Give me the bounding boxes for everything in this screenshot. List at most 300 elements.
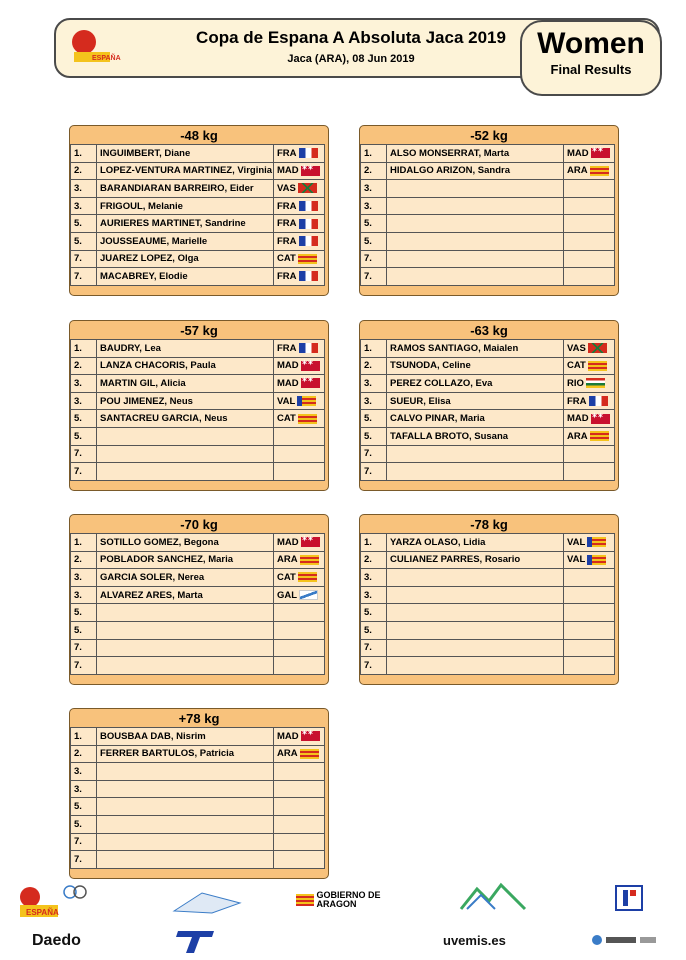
- team-code: FRA: [567, 395, 587, 407]
- team-cell: [564, 657, 615, 675]
- athlete-name: [97, 463, 274, 481]
- athlete-name: SOTILLO GOMEZ, Begona: [97, 534, 274, 552]
- rank-cell: 7.: [71, 639, 97, 657]
- team-cell: [274, 375, 325, 393]
- valencia-flag-icon: [587, 555, 606, 565]
- table-row: [71, 604, 325, 622]
- table-row: [361, 445, 615, 463]
- athlete-name: [387, 250, 564, 268]
- table-row: [71, 162, 325, 180]
- galicia-flag-icon: [299, 590, 318, 600]
- table-row: [71, 569, 325, 587]
- madrid-flag-icon: [591, 148, 610, 158]
- athlete-name: MARTIN GIL, Alicia: [97, 375, 274, 393]
- team-cell: [274, 232, 325, 250]
- team-cell: [564, 463, 615, 481]
- table-row: [71, 410, 325, 428]
- rank-cell: 7.: [71, 657, 97, 675]
- athlete-name: RAMOS SANTIAGO, Maialen: [387, 340, 564, 358]
- rank-cell: 2.: [361, 551, 387, 569]
- rank-cell: 5.: [71, 604, 97, 622]
- catalonia-flag-icon: [298, 572, 317, 582]
- france-flag-icon: [589, 396, 608, 406]
- rank-cell: 1.: [71, 145, 97, 163]
- aragon-flag-icon: [590, 431, 609, 441]
- rank-cell: 7.: [361, 250, 387, 268]
- rank-cell: 3.: [71, 569, 97, 587]
- athlete-name: AURIERES MARTINET, Sandrine: [97, 215, 274, 233]
- table-row: [361, 586, 615, 604]
- rank-cell: 5.: [71, 621, 97, 639]
- athlete-name: [387, 445, 564, 463]
- athlete-name: [387, 604, 564, 622]
- athlete-name: JOUSSEAUME, Marielle: [97, 232, 274, 250]
- athlete-name: POBLADOR SANCHEZ, Maria: [97, 551, 274, 569]
- table-row: [71, 268, 325, 286]
- weight-category-box: [69, 320, 329, 491]
- rank-cell: 7.: [361, 268, 387, 286]
- daedo-logo: Daedo: [32, 932, 81, 949]
- rank-cell: 7.: [71, 463, 97, 481]
- rank-cell: 7.: [71, 268, 97, 286]
- rank-cell: 1.: [361, 534, 387, 552]
- athlete-name: [97, 427, 274, 445]
- rank-cell: 7.: [71, 250, 97, 268]
- weight-category-box: [69, 708, 329, 879]
- team-cell: [274, 815, 325, 833]
- team-cell: [564, 410, 615, 428]
- athlete-name: BAUDRY, Lea: [97, 340, 274, 358]
- weight-category-title: -63 kg: [470, 323, 508, 338]
- results-table: [70, 339, 325, 481]
- team-code: VAS: [567, 342, 586, 354]
- table-row: [361, 657, 615, 675]
- rank-cell: 5.: [71, 427, 97, 445]
- team-cell: [274, 604, 325, 622]
- athlete-name: [97, 833, 274, 851]
- team-code: MAD: [277, 536, 299, 548]
- table-row: [71, 250, 325, 268]
- athlete-name: TSUNODA, Celine: [387, 357, 564, 375]
- athlete-name: [97, 604, 274, 622]
- team-cell: [564, 569, 615, 587]
- rank-cell: 7.: [361, 639, 387, 657]
- table-row: [71, 745, 325, 763]
- team-cell: [274, 463, 325, 481]
- weight-category-title: -48 kg: [180, 128, 218, 143]
- athlete-name: [387, 657, 564, 675]
- team-code: MAD: [567, 147, 589, 159]
- athlete-name: MACABREY, Elodie: [97, 268, 274, 286]
- rank-cell: 2.: [361, 357, 387, 375]
- table-row: [361, 340, 615, 358]
- athlete-name: [387, 639, 564, 657]
- table-row: [71, 551, 325, 569]
- uvemis-logo: uvemis.es: [443, 933, 506, 948]
- aragon-flag-icon: [590, 166, 609, 176]
- athlete-name: INGUIMBERT, Diane: [97, 145, 274, 163]
- rank-cell: 2.: [71, 162, 97, 180]
- rank-cell: 1.: [361, 145, 387, 163]
- team-cell: [274, 745, 325, 763]
- france-flag-icon: [299, 271, 318, 281]
- catalonia-flag-icon: [588, 361, 607, 371]
- madrid-flag-icon: [301, 378, 320, 388]
- rank-cell: 7.: [361, 657, 387, 675]
- madrid-flag-icon: [301, 537, 320, 547]
- table-row: [361, 215, 615, 233]
- rank-cell: 5.: [361, 410, 387, 428]
- team-cell: [564, 340, 615, 358]
- table-row: [361, 534, 615, 552]
- catalonia-flag-icon: [298, 414, 317, 424]
- team-code: VAL: [277, 395, 296, 407]
- rank-cell: 5.: [361, 621, 387, 639]
- basque-flag-icon: [588, 343, 607, 353]
- team-cell: [274, 833, 325, 851]
- team-cell: [564, 250, 615, 268]
- team-code: VAL: [567, 536, 586, 548]
- team-code: FRA: [277, 235, 297, 247]
- weight-category-title: -57 kg: [180, 323, 218, 338]
- athlete-name: [97, 851, 274, 869]
- table-row: [361, 180, 615, 198]
- rank-cell: 3.: [71, 197, 97, 215]
- rank-cell: 3.: [71, 375, 97, 393]
- table-row: [361, 621, 615, 639]
- rank-cell: 3.: [361, 180, 387, 198]
- team-code: CAT: [277, 413, 296, 425]
- table-row: [361, 427, 615, 445]
- table-row: [361, 463, 615, 481]
- athlete-name: HIDALGO ARIZON, Sandra: [387, 162, 564, 180]
- team-cell: [274, 728, 325, 746]
- team-cell: [564, 639, 615, 657]
- team-code: CAT: [277, 253, 296, 265]
- athlete-name: CULIANEZ PARRES, Rosario: [387, 551, 564, 569]
- athlete-name: [97, 621, 274, 639]
- france-flag-icon: [299, 343, 318, 353]
- table-row: [361, 357, 615, 375]
- weight-category-title: -78 kg: [470, 517, 508, 532]
- team-cell: [564, 215, 615, 233]
- team-cell: [274, 586, 325, 604]
- team-cell: [564, 357, 615, 375]
- results-table: [360, 533, 615, 675]
- athlete-name: [387, 232, 564, 250]
- rank-cell: 7.: [71, 851, 97, 869]
- team-code: MAD: [277, 730, 299, 742]
- athlete-name: [387, 215, 564, 233]
- team-code: ARA: [567, 430, 588, 442]
- sponsor-small-logo: [590, 933, 660, 952]
- weight-category-box: [359, 125, 619, 296]
- athlete-name: YARZA OLASO, Lidia: [387, 534, 564, 552]
- team-code: GAL: [277, 589, 298, 601]
- team-code: FRA: [277, 218, 297, 230]
- athlete-name: FRIGOUL, Melanie: [97, 197, 274, 215]
- federation-logo: [64, 26, 121, 66]
- team-cell: [564, 145, 615, 163]
- table-row: [71, 180, 325, 198]
- results-table: [70, 533, 325, 675]
- rank-cell: 2.: [71, 357, 97, 375]
- team-cell: [274, 780, 325, 798]
- event-mascot-logo: [172, 887, 242, 920]
- weight-category-title: -70 kg: [180, 517, 218, 532]
- athlete-name: JUAREZ LOPEZ, Olga: [97, 250, 274, 268]
- athlete-name: TAFALLA BROTO, Susana: [387, 427, 564, 445]
- athlete-name: [387, 268, 564, 286]
- team-code: MAD: [277, 377, 299, 389]
- gender-label: Women: [537, 27, 645, 60]
- athlete-name: [97, 763, 274, 781]
- team-code: CAT: [277, 571, 296, 583]
- table-row: [71, 197, 325, 215]
- results-table: [360, 144, 615, 286]
- weight-category-box: [69, 514, 329, 685]
- rank-cell: 3.: [71, 392, 97, 410]
- athlete-name: [387, 569, 564, 587]
- team-code: RIO: [567, 377, 584, 389]
- team-cell: [274, 250, 325, 268]
- aragon-flag-icon: [300, 749, 319, 759]
- athlete-name: POU JIMENEZ, Neus: [97, 392, 274, 410]
- team-cell: [274, 180, 325, 198]
- team-cell: [564, 551, 615, 569]
- team-cell: [274, 162, 325, 180]
- athlete-name: ALSO MONSERRAT, Marta: [387, 145, 564, 163]
- rank-cell: 5.: [361, 604, 387, 622]
- table-row: [361, 569, 615, 587]
- rank-cell: 5.: [361, 232, 387, 250]
- athlete-name: BARANDIARAN BARREIRO, Eider: [97, 180, 274, 198]
- team-cell: [274, 621, 325, 639]
- athlete-name: [387, 463, 564, 481]
- athlete-name: [97, 780, 274, 798]
- rank-cell: 5.: [71, 815, 97, 833]
- team-code: FRA: [277, 270, 297, 282]
- table-row: [71, 815, 325, 833]
- la-rioja-flag-icon: [586, 378, 605, 388]
- france-flag-icon: [299, 236, 318, 246]
- madrid-flag-icon: [301, 731, 320, 741]
- rank-cell: 3.: [361, 197, 387, 215]
- table-row: [71, 763, 325, 781]
- table-row: [361, 145, 615, 163]
- team-cell: [564, 268, 615, 286]
- aragon-flag-icon: [296, 894, 314, 906]
- table-row: [71, 621, 325, 639]
- rank-cell: 3.: [361, 569, 387, 587]
- rank-cell: 3.: [71, 780, 97, 798]
- team-code: ARA: [567, 165, 588, 177]
- rank-cell: 3.: [361, 375, 387, 393]
- aragon-flag-icon: [300, 555, 319, 565]
- team-code: MAD: [567, 413, 589, 425]
- weight-category-box: [69, 125, 329, 296]
- team-code: MAD: [277, 360, 299, 372]
- jaca-pirineos-logo: [455, 881, 531, 920]
- team-cell: [564, 375, 615, 393]
- team-cell: [274, 763, 325, 781]
- team-code: VAS: [277, 182, 296, 194]
- team-code: CAT: [567, 360, 586, 372]
- rank-cell: 2.: [361, 162, 387, 180]
- team-cell: [564, 445, 615, 463]
- table-row: [71, 427, 325, 445]
- team-cell: [274, 551, 325, 569]
- rank-cell: 3.: [71, 763, 97, 781]
- rank-cell: 1.: [71, 728, 97, 746]
- table-row: [361, 551, 615, 569]
- results-table: [70, 727, 325, 869]
- athlete-name: [97, 639, 274, 657]
- team-code: FRA: [277, 147, 297, 159]
- madrid-flag-icon: [301, 166, 320, 176]
- team-code: FRA: [277, 342, 297, 354]
- table-row: [361, 232, 615, 250]
- svg-text:ESPAÑA: ESPAÑA: [26, 908, 59, 917]
- weight-category-box: [359, 320, 619, 491]
- federation-t-logo: [176, 927, 216, 960]
- table-row: [71, 463, 325, 481]
- france-flag-icon: [299, 148, 318, 158]
- weight-category-box: [359, 514, 619, 685]
- table-row: [71, 215, 325, 233]
- athlete-name: ALVAREZ ARES, Marta: [97, 586, 274, 604]
- madrid-flag-icon: [591, 414, 610, 424]
- table-row: [71, 392, 325, 410]
- athlete-name: GARCIA SOLER, Nerea: [97, 569, 274, 587]
- team-cell: [274, 639, 325, 657]
- rank-cell: 5.: [361, 427, 387, 445]
- event-location-date: Jaca (ARA), 08 Jun 2019: [287, 53, 415, 65]
- results-label: Final Results: [550, 62, 632, 77]
- athlete-name: [97, 657, 274, 675]
- table-row: [361, 410, 615, 428]
- rank-cell: 3.: [71, 586, 97, 604]
- table-row: [71, 232, 325, 250]
- rank-cell: 5.: [71, 232, 97, 250]
- team-cell: [274, 268, 325, 286]
- rings-logo: [62, 883, 90, 906]
- team-cell: [274, 215, 325, 233]
- table-row: [71, 780, 325, 798]
- athlete-name: [387, 180, 564, 198]
- france-flag-icon: [299, 201, 318, 211]
- athlete-name: FERRER BARTULOS, Patricia: [97, 745, 274, 763]
- results-table: [70, 144, 325, 286]
- team-cell: [274, 392, 325, 410]
- table-row: [361, 162, 615, 180]
- team-code: FRA: [277, 200, 297, 212]
- table-row: [71, 639, 325, 657]
- athlete-name: LOPEZ-VENTURA MARTINEZ, Virginia: [97, 162, 274, 180]
- athlete-name: SUEUR, Elisa: [387, 392, 564, 410]
- rank-cell: 7.: [361, 463, 387, 481]
- basque-flag-icon: [298, 183, 317, 193]
- team-cell: [564, 180, 615, 198]
- table-row: [71, 798, 325, 816]
- rank-cell: 3.: [361, 586, 387, 604]
- team-cell: [564, 392, 615, 410]
- team-cell: [274, 569, 325, 587]
- athlete-name: PEREZ COLLAZO, Eva: [387, 375, 564, 393]
- rank-cell: 7.: [71, 833, 97, 851]
- valencia-flag-icon: [297, 396, 316, 406]
- table-row: [361, 268, 615, 286]
- table-row: [71, 833, 325, 851]
- table-row: [71, 375, 325, 393]
- rank-cell: 7.: [361, 445, 387, 463]
- rank-cell: 1.: [361, 340, 387, 358]
- team-cell: [564, 197, 615, 215]
- team-cell: [274, 145, 325, 163]
- rank-cell: 1.: [71, 534, 97, 552]
- team-code: ARA: [277, 748, 298, 760]
- table-row: [361, 197, 615, 215]
- team-code: ARA: [277, 554, 298, 566]
- rank-cell: 5.: [71, 215, 97, 233]
- team-cell: [274, 197, 325, 215]
- sponsor-footer: [0, 875, 686, 960]
- rank-cell: 1.: [71, 340, 97, 358]
- rank-cell: 5.: [71, 798, 97, 816]
- team-code: MAD: [277, 165, 299, 177]
- table-row: [361, 639, 615, 657]
- table-row: [361, 375, 615, 393]
- athlete-name: CALVO PINAR, Maria: [387, 410, 564, 428]
- team-cell: [564, 586, 615, 604]
- table-row: [71, 586, 325, 604]
- table-row: [361, 250, 615, 268]
- athlete-name: [387, 621, 564, 639]
- team-cell: [274, 340, 325, 358]
- team-cell: [564, 427, 615, 445]
- valencia-flag-icon: [587, 537, 606, 547]
- athlete-name: [97, 815, 274, 833]
- svg-text:ESPAÑA: ESPAÑA: [92, 55, 121, 62]
- catalonia-flag-icon: [298, 254, 317, 264]
- team-cell: [274, 798, 325, 816]
- team-cell: [564, 621, 615, 639]
- table-row: [71, 445, 325, 463]
- team-cell: [274, 534, 325, 552]
- team-cell: [274, 851, 325, 869]
- page-title: Copa de Espana A Absoluta Jaca 2019: [196, 28, 506, 47]
- table-row: [71, 534, 325, 552]
- athlete-name: LANZA CHACORIS, Paula: [97, 357, 274, 375]
- gender-badge: [520, 20, 662, 96]
- team-cell: [274, 427, 325, 445]
- rank-cell: 5.: [71, 410, 97, 428]
- team-cell: [274, 410, 325, 428]
- team-cell: [274, 357, 325, 375]
- table-row: [71, 145, 325, 163]
- table-row: [361, 392, 615, 410]
- team-code: VAL: [567, 554, 586, 566]
- table-row: [71, 340, 325, 358]
- table-row: [361, 604, 615, 622]
- athlete-name: [97, 445, 274, 463]
- table-row: [71, 728, 325, 746]
- team-cell: [564, 534, 615, 552]
- rank-cell: 2.: [71, 551, 97, 569]
- france-flag-icon: [299, 219, 318, 229]
- athlete-name: [97, 798, 274, 816]
- weight-category-title: -52 kg: [470, 128, 508, 143]
